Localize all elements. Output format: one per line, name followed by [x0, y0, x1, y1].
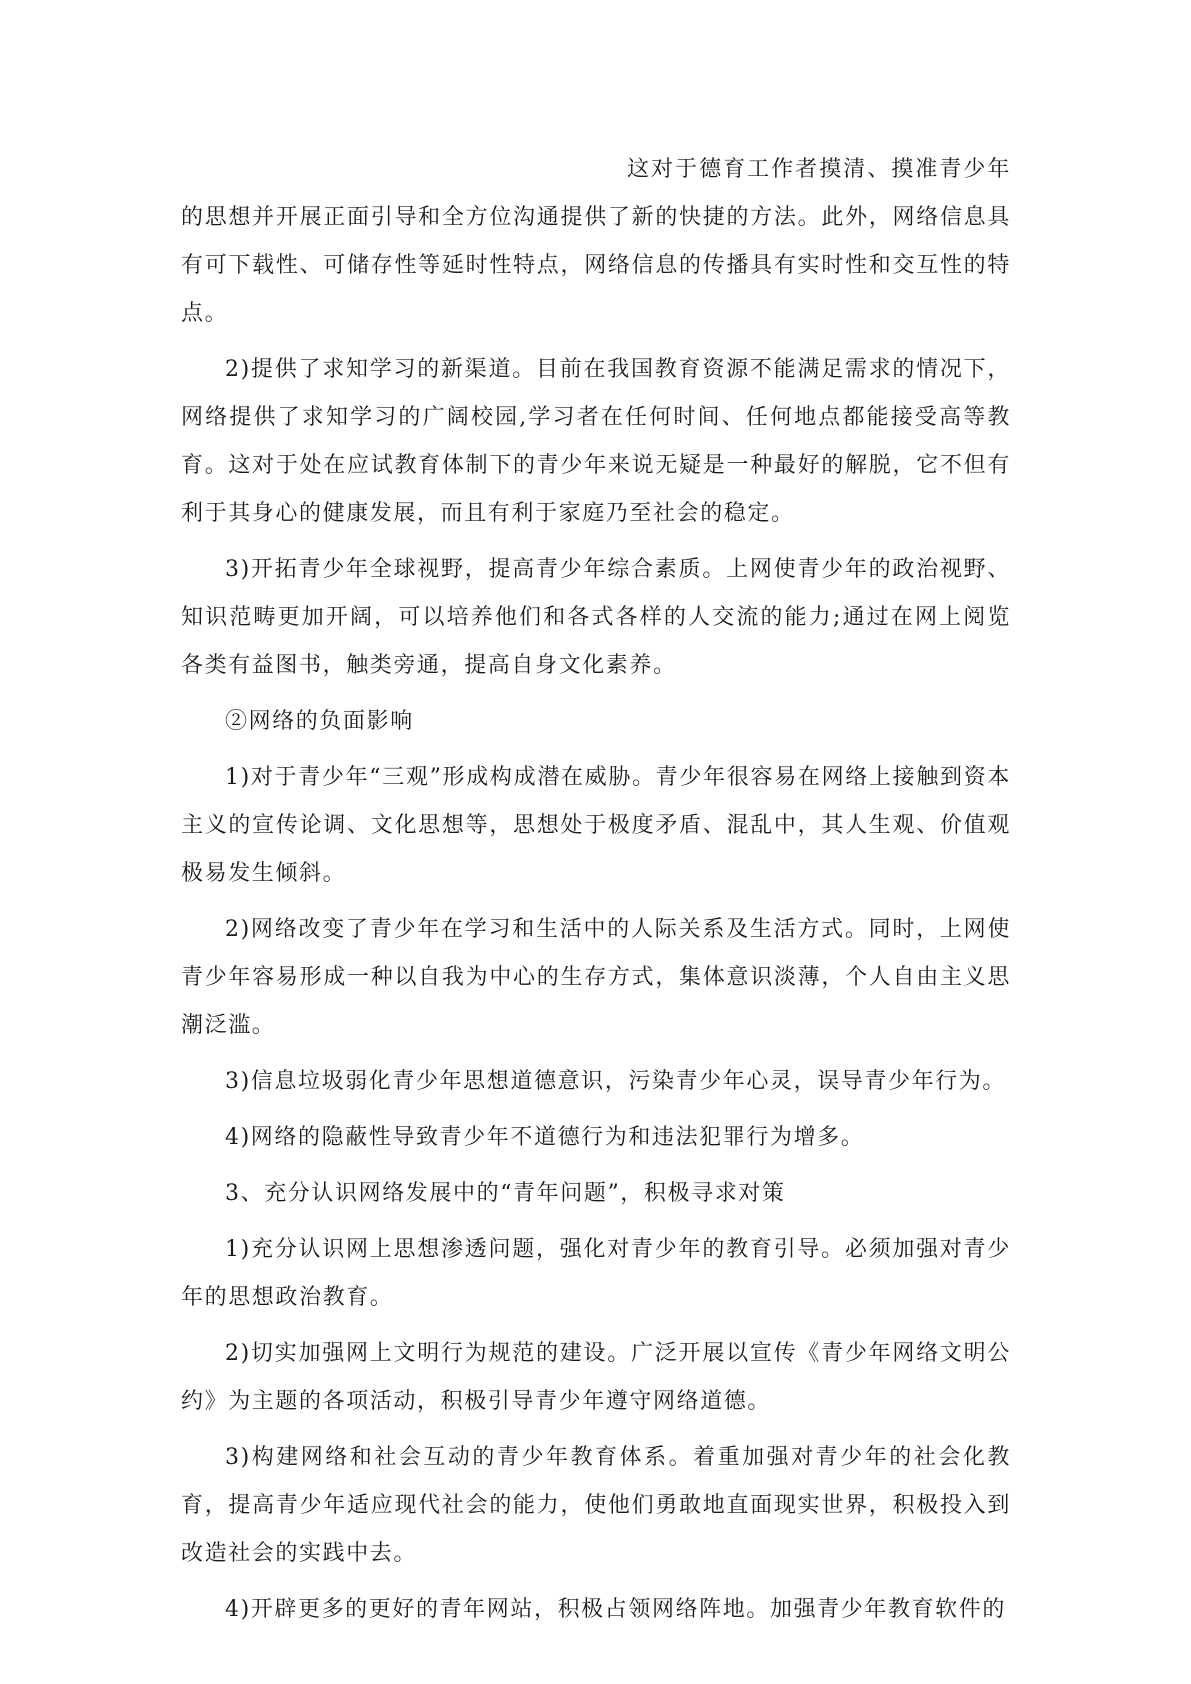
paragraph-countermeasure-4: 4)开辟更多的更好的青年网站，积极占领网络阵地。加强青少年教育软件的 — [225, 1597, 1006, 1622]
paragraph-countermeasure-2: 2)切实加强网上文明行为规范的建设。广泛开展以宣传《青少年网络文明公约》为主题的各项活动，积极引导青少年遵守网络道德。 — [181, 1341, 1011, 1414]
paragraph-gap — [181, 1162, 1011, 1170]
paragraph-gap — [181, 538, 1011, 546]
paragraph-gap — [181, 898, 1011, 906]
paragraph-countermeasure-1: 1)充分认识网上思想渗透问题，强化对青少年的教育引导。必须加强对青少年的思想政治教育。 — [181, 1237, 1011, 1310]
paragraph-gap — [181, 746, 1011, 754]
paragraph-gap — [181, 1322, 1011, 1330]
paragraph-gap — [181, 1218, 1011, 1226]
paragraph-gap — [181, 690, 1011, 698]
paragraph-gap — [181, 1426, 1011, 1434]
document-body — [181, 146, 1011, 1634]
paragraph-item-3: 3)开拓青少年全球视野，提高青少年综合素质。上网使青少年的政治视野、知识范畴更加开阔，可以培养他们和各式各样的人交流的能力;通过在网上阅览各类有益图书，触类旁通，提高自身文化素养。 — [181, 557, 1011, 678]
paragraph-negative-2: 2)网络改变了青少年在学习和生活中的人际关系及生活方式。同时，上网使青少年容易形成一种以自我为中心的生存方式，集体意识淡薄，个人自由主义思潮泛滥。 — [181, 917, 1011, 1038]
paragraph-gap — [181, 338, 1011, 346]
paragraph-item-2: 2)提供了求知学习的新渠道。目前在我国教育资源不能满足需求的情况下，网络提供了求知学习的广阔校园,学习者在任何时间、任何地点都能接受高等教育。这对于处在应试教育体制下的青少年来说无疑是一种最好的解脱，它不但有利于其身心的健康发展，而且有利于家庭乃至社会的稳定。 — [181, 357, 1011, 526]
paragraph-gap — [181, 1578, 1011, 1586]
paragraph-countermeasure-3: 3)构建网络和社会互动的青少年教育体系。着重加强对青少年的社会化教育，提高青少年适应现代社会的能力，使他们勇敢地直面现实世界，积极投入到改造社会的实践中去。 — [181, 1445, 1011, 1566]
paragraph-negative-1: 1)对于青少年“三观”形成构成潜在威胁。青少年很容易在网络上接触到资本主义的宣传论调、文化思想等，思想处于极度矛盾、混乱中，其人生观、价值观极易发生倾斜。 — [181, 765, 1011, 886]
section-heading-countermeasures: 3、充分认识网络发展中的“青年问题”，积极寻求对策 — [225, 1181, 786, 1206]
section-heading-negative-impact: ②网络的负面影响 — [225, 709, 414, 734]
paragraph-negative-3: 3)信息垃圾弱化青少年思想道德意识，污染青少年心灵，误导青少年行为。 — [225, 1069, 1006, 1094]
paragraph-gap — [181, 1106, 1011, 1114]
paragraph-gap — [181, 1050, 1011, 1058]
paragraph-negative-4: 4)网络的隐蔽性导致青少年不道德行为和违法犯罪行为增多。 — [225, 1125, 865, 1150]
paragraph-continuation: 这对于德育工作者摸清、摸准青少年的思想并开展正面引导和全方位沟通提供了新的快捷的方法。此外，网络信息具有可下载性、可储存性等延时性特点，网络信息的传播具有实时性和交互性的特点。 — [181, 157, 1011, 326]
